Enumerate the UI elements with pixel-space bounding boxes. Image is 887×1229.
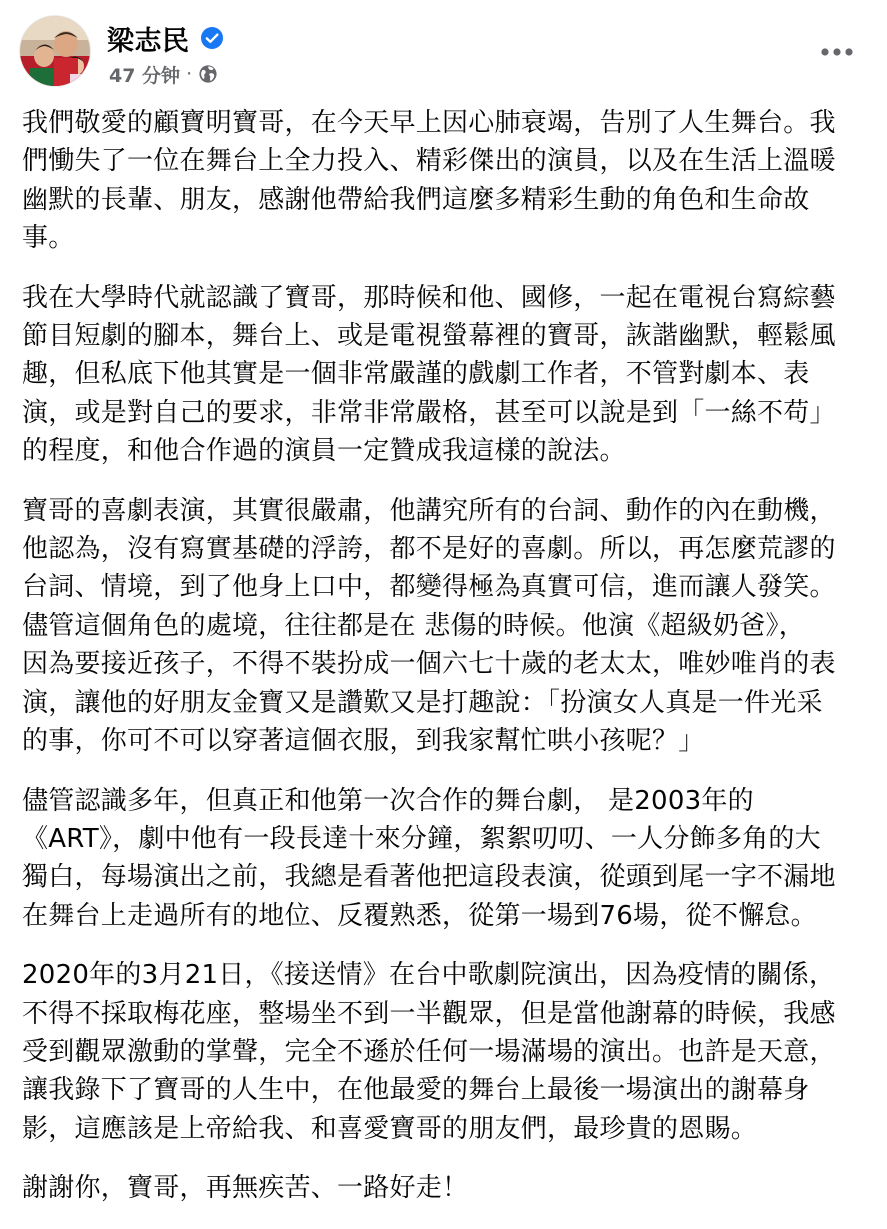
post-paragraph (22, 492, 867, 761)
text-line: 的事，你可不可以穿著這個衣服，到我家幫忙哄小孩呢？」 (22, 726, 705, 757)
text-line: 我們敬愛的顧寶明寶哥，在今天早上因心肺衰竭，告別了人生舞台。我 (22, 108, 836, 138)
text-line: 獨白，每場演出之前，我總是看著他把這段表演，從頭到尾一字不漏地 (22, 862, 836, 893)
text-line: 我在大學時代就認識了寶哥，那時候和他、國修，一起在電視台寫綜藝 (22, 282, 836, 313)
text-line: 演，或是對自己的要求，非常非常嚴格，甚至可以說是到「一絲不苟」 (22, 397, 836, 428)
text-line: 讓我錄下了寶哥的人生中，在他最愛的舞台上最後一場演出的謝幕身 (22, 1075, 810, 1106)
verified-badge-icon (200, 26, 224, 50)
text-line: 幽默的長輩、朋友，感謝他帶給我們這麼多精彩生動的角色和生命故 (22, 184, 810, 215)
text-line: 謝謝你，寶哥，再無疾苦、一路好走！ (22, 1173, 469, 1204)
text-line: 的程度，和他合作過的演員一定贊成我這樣的說法。 (22, 436, 626, 467)
text-line: 他認為，沒有寫實基礎的浮誇，都不是好的喜劇。所以，再怎麼荒謬的 (22, 534, 836, 565)
author-name[interactable]: 梁志民 (107, 25, 190, 57)
text-line: 2020年的3月21日，《接送情》在台中歌劇院演出，因為疫情的關係， (22, 960, 836, 991)
post-header (20, 16, 867, 88)
text-line: 節目短劇的腳本，舞台上、或是電視螢幕裡的寶哥，詼諧幽默，輕鬆風 (22, 321, 836, 352)
text-line: 儘管認識多年，但真正和他第一次合作的舞台劇， 是2003年的 (22, 785, 754, 816)
text-line: 事。 (22, 223, 75, 254)
text-line: 台詞、情境，到了他身上口中，都變得極為真實可信，進而讓人發笑。 (22, 572, 836, 603)
post-body (22, 104, 867, 1229)
text-line: 受到觀眾激動的掌聲，完全不遜於任何一場滿場的演出。也許是天意， (22, 1036, 836, 1067)
text-line: 趣，但私底下他其實是一個非常嚴謹的戲劇工作者，不管對劇本、表 (22, 359, 810, 390)
text-line: 不得不採取梅花座，整場坐不到一半觀眾，但是當他謝幕的時候，我感 (22, 998, 836, 1029)
avatar-photo (20, 16, 90, 86)
text-line: 寶哥的喜劇表演，其實很嚴肅，他講究所有的台詞、動作的內在動機， (22, 495, 836, 526)
text-line: 在舞台上走過所有的地位、反覆熟悉，從第一場到76場，從不懈怠。 (22, 900, 817, 931)
text-line: 儘管這個角色的處境，往往都是在 悲傷的時候。他演《超級奶爸》， (22, 610, 806, 641)
text-line: 影，這應該是上帝給我、和喜愛寶哥的朋友們，最珍貴的恩賜。 (22, 1113, 758, 1144)
text-line: 因為要接近孩子，不得不裝扮成一個六七十歲的老太太，唯妙唯肖的表 (22, 649, 836, 680)
text-line: 演，讓他的好朋友金寶又是讚歎又是打趣說：「扮演女人真是一件光采 (22, 687, 823, 718)
post-paragraph (22, 956, 867, 1148)
more-options-icon (819, 47, 855, 57)
post-paragraph (22, 1169, 867, 1207)
post-paragraph (22, 104, 867, 258)
post-paragraph (22, 279, 867, 471)
post-meta (109, 62, 218, 86)
globe-icon[interactable] (198, 64, 218, 84)
text-line: 們慟失了一位在舞台上全力投入、精彩傑出的演員，以及在生活上溫暖 (22, 146, 836, 177)
author-name-row (107, 20, 224, 56)
more-options-button[interactable] (815, 36, 859, 68)
post-paragraph (22, 782, 867, 936)
text-line: 《ART》，劇中他有一段長達十來分鐘，絮絮叨叨、一人分飾多角的大 (22, 823, 821, 854)
meta-separator: · (186, 63, 193, 85)
author-avatar[interactable] (20, 16, 90, 86)
post-timestamp[interactable]: 47 分钟 (109, 64, 181, 87)
